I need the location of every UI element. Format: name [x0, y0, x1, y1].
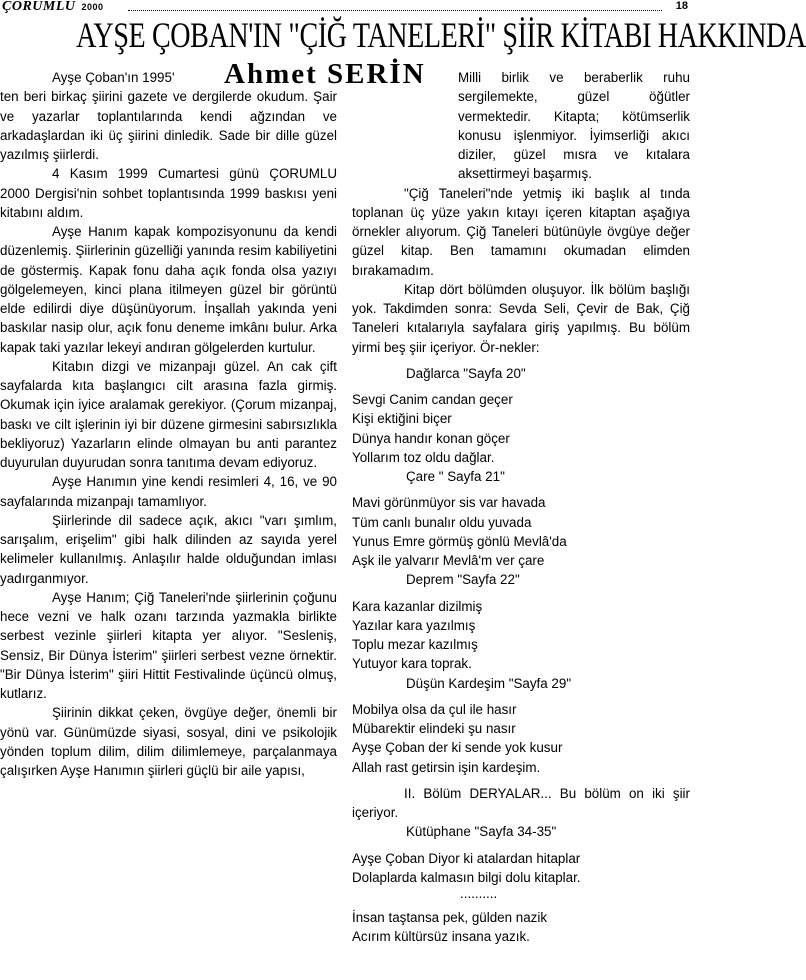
paragraph [0, 87, 337, 164]
poem-heading: Düşün Kardeşim "Sayfa 29" [406, 675, 572, 691]
poem-line: Yollarım toz oldu dağlar. [352, 449, 495, 465]
paragraph: Ayşe Hanım; Çiğ Taneleri'nde şiirlerinin çoğunu hece vezni ve halk ozanı tarzında yazmakla birlikte serbest vezinle şiirleri kitapta yer alıyor. "Sesleniş, Sensiz, Bir Dünya İsterim" şiirleri serbest vezne örnektir. "Bir Dünya İsterim" şiiri Hittit Festivalinde üçüncü olmuş, kutlarız. [0, 589, 337, 701]
page-header [0, 0, 692, 16]
paragraph: 4 Kasım 1999 Cumartesi günü ÇORUMLU 2000 Dergisi'nin sohbet toplantısında 1999 baskısı yeni kitabını aldım. [0, 166, 337, 220]
poem-line: Ayşe Çoban der ki sende yok kusur [352, 740, 563, 756]
magazine-name: ÇORUMLU 2000 [2, 0, 104, 14]
paragraph-opening: Ayşe Çoban'ın 1995' [52, 70, 175, 85]
paragraph-text: ten beri birkaç şiirini gazete ve dergilerde okudum. Şair ve yazarlar toplantılarında kendi ağzından ve arkadaşlardan iki üç şiirini dinledik. Sade bir dille güzel yazılmış şiirlerdi. [0, 89, 337, 162]
poem-line: Toplu mezar kazılmış [352, 637, 478, 652]
page-number: 18 [675, 0, 688, 12]
paragraph: "Çiğ Taneleri"nde yetmiş iki başlık al tında toplanan üç yüze yakın kıtayı içeren kitaptan aşağıya örnekler alıyorum. Çiğ Taneleri bütünüyle övgüye değer güzel kitap. Ben tamamını okumadan elimden bırakamadım. [352, 185, 690, 278]
paragraph: Şiirinin dikkat çeken, övgüye değer, önemli bir yönü var. Günümüzde siyasi, sosyal, dini ve psikolojik yönden toplum dilim, dilim dilimlemeye, parçalanmaya çalışırken Ayşe Hanımın şiirleri güçlü bir aile yapısı, [0, 705, 337, 778]
paragraph: Kitap dört bölümden oluşuyor. İlk bölüm başlığı yok. Takdimden sonra: Sevda Seli, Çevir de Bak, Çiğ Taneleri kıtalarıyla sayfalara giriş yapılmış. Bu bölüm yirmi beş şiir içeriyor. Ör-nekler: [352, 281, 690, 355]
header-rule [128, 10, 662, 11]
paragraph: Ayşe Hanım kapak kompozisyonunu da kendi düzenlemiş. Şiirlerinin güzelliği yanında resim kabiliyetini de göstermiş. Kapak fonu daha açık fonda olsa yazıyı gölgelemeyen, kinci plana itilmeyen güzel bir görüntü elde edilirdi diye düşünüyorum. İnşallah yakında yeni baskılar nasip olur, açık fonu deneme imkânı bulur. Arka kapak taki yazılar lekeyi andıran gölgelerden kurtulur. [0, 224, 337, 355]
poem-line: İnsan taştansa pek, gülden nazik [352, 910, 548, 925]
poem-heading: Çare " Sayfa 21" [406, 469, 505, 484]
left-column [0, 68, 337, 780]
paragraph: Şiirlerinde dil sadece açık, akıcı "varı şımlım, sarışalım, erişelim" gibi halk dilinden az sayıda yerel kelimeler kullanılmış. Anlaşılır halde olduğundan imlası yadırganmıyor. [0, 512, 337, 586]
poem-heading: Dağlarca "Sayfa 20" [406, 365, 526, 381]
poem-line: Mobilya olsa da çul ile hasır [352, 701, 517, 717]
poem-heading: Deprem "Sayfa 22" [406, 572, 520, 588]
poem-heading: Kütüphane "Sayfa 34-35" [406, 824, 557, 840]
poem-line: Allah rast getirsin işin kardeşim. [352, 759, 541, 775]
paragraph: Kitabın dizgi ve mizanpajı güzel. An cak çift sayfalarda kıta başlangıcı cilt arasına fazla girmiş. Okumak için iyice aralamak gerekiyor. (Çorum mizanpaj, baskı ve cilt işlerinin iyi bir düzene girmesini sabırsızlıkla bekliyoruz) Yazarların elinde olmayan bu anti parantez duyurulan duyurudan sonra tanıtıma devam ediyoruz. [0, 358, 337, 470]
poem-line: Acırım kültürsüz insana yazık. [352, 929, 530, 945]
poem-line: Mübarektir elindeki şu nasır [352, 721, 516, 736]
poem-line: Mavi görünmüyor sis var havada [352, 495, 546, 511]
poem-line: Kişi ektiğini biçer [352, 411, 452, 427]
paragraph-text: Milli birlik ve beraberlik ruhu sergilemekte, güzel öğütler vermektedir. Kitapta; kötümserlik konusu işlenmiyor. İyimserliği akıcı diziler, güzel mısra ve kıtalara aksettirmeyi başarmış. [458, 70, 690, 182]
poem-line: Dolaplarda kalmasın bilgi dolu kitaplar. [352, 869, 581, 885]
poem-line: Ayşe Çoban Diyor ki atalardan hitaplar [352, 850, 581, 866]
poem-line: Yunus Emre görmüş gönlü Mevlâ'da [352, 533, 567, 549]
poem-line: Dünya handır konan göçer [352, 430, 510, 446]
article-author: Ahmet SERİN [224, 58, 426, 90]
poem-line: Kara kazanlar dizilmiş [352, 598, 483, 614]
separator-dots: .......... [460, 886, 498, 901]
poem-line: Sevgi Canim candan geçer [352, 392, 513, 407]
right-column [352, 68, 690, 947]
paragraph: II. Bölüm DERYALAR... Bu bölüm on iki şiir içeriyor. [352, 785, 690, 820]
poem-line: Yazılar kara yazılmış [352, 617, 476, 633]
paragraph: Ayşe Hanımın yine kendi resimleri 4, 16, ve 90 sayfalarında mizanpajı tamamlıyor. [0, 474, 337, 509]
poem-line: Yutuyor kara toprak. [352, 656, 472, 672]
article-title: AYŞE ÇOBAN'IN "ÇİĞ TANELERİ" ŞİİR KİTABI HAKKINDA [76, 15, 806, 55]
poem-line: Tüm canlı bunalır oldu yuvada [352, 514, 532, 530]
magazine-year: 2000 [81, 2, 104, 12]
poem-line: Aşk ile yalvarır Mevlâ'm ver çare [352, 553, 545, 568]
paragraph-opening [352, 68, 690, 184]
